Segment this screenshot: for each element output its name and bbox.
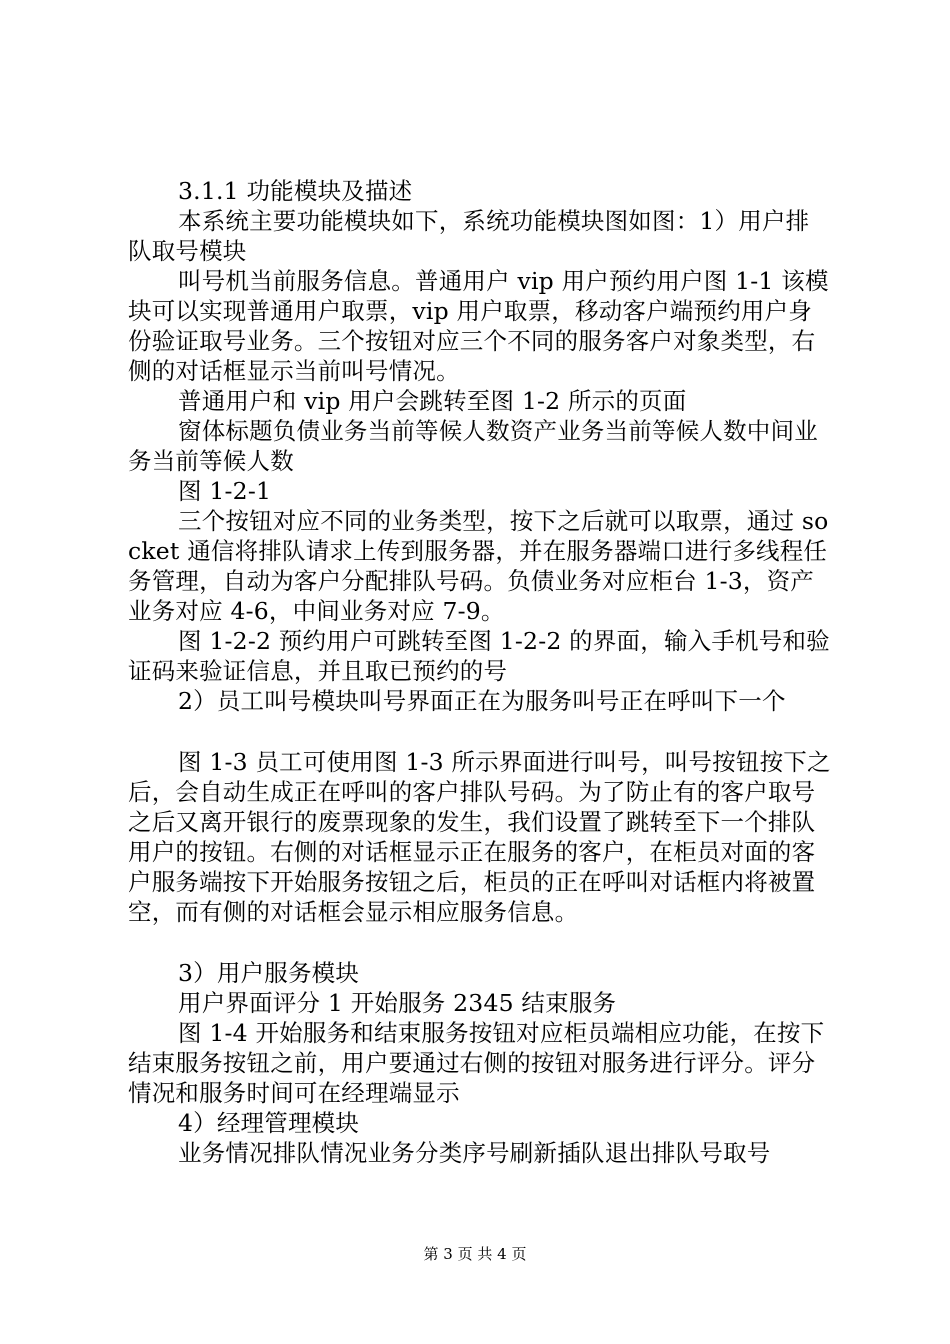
figure-caption: 图 1-2-1	[178, 477, 272, 505]
paragraph: 用户界面评分 1 开始服务 2345 结束服务	[178, 989, 617, 1017]
paragraph: 三个按钮对应不同的业务类型，按下之后就可以取票，通过 socket 通信将排队请求上传到服务器，并在服务器端口进行多线程任务管理，自动为客户分配排队号码。负债业务对应柜台 1-3，资产业务对应 4-6，中间业务对应 7-9。	[128, 507, 829, 625]
section-heading: 3.1.1 功能模块及描述	[178, 177, 413, 205]
subsection-heading: 4）经理管理模块	[178, 1109, 360, 1137]
subsection-heading: 2）员工叫号模块叫号界面正在为服务叫号正在呼叫下一个	[178, 687, 786, 715]
paragraph: 本系统主要功能模块如下，系统功能模块图如图：1）用户排队取号模块	[128, 207, 810, 265]
paragraph: 窗体标题负债业务当前等候人数资产业务当前等候人数中间业务当前等候人数	[128, 417, 818, 475]
paragraph: 图 1-3 员工可使用图 1-3 所示界面进行叫号，叫号按钮按下之后，会自动生成正在呼叫的客户排队号码。为了防止有的客户取号之后又离开银行的废票现象的发生，我们设置了跳转至下一个排队用户的按钮。右侧的对话框显示正在服务的客户，在柜员对面的客户服务端按下开始服务按钮之后，柜员的正在呼叫对话框内将被置空，而有侧的对话框会显示相应服务信息。	[128, 748, 831, 926]
document-body	[128, 176, 833, 1168]
blank-line	[128, 716, 833, 747]
paragraph: 叫号机当前服务信息。普通用户 vip 用户预约用户图 1-1 该模块可以实现普通用户取票，vip 用户取票，移动客户端预约用户身份验证取号业务。三个按钮对应三个不同的服务客户对象类型，右侧的对话框显示当前叫号情况。	[128, 267, 829, 385]
paragraph: 业务情况排队情况业务分类序号刷新插队退出排队号取号	[178, 1139, 771, 1167]
page-footer: 第 3 页 共 4 页	[423, 1245, 527, 1263]
paragraph: 图 1-2-2 预约用户可跳转至图 1-2-2 的界面，输入手机号和验证码来验证信息，并且取已预约的号	[128, 627, 830, 685]
paragraph: 图 1-4 开始服务和结束服务按钮对应柜员端相应功能，在按下结束服务按钮之前，用户要通过右侧的按钮对服务进行评分。评分情况和服务时间可在经理端显示	[128, 1019, 825, 1107]
paragraph: 普通用户和 vip 用户会跳转至图 1-2 所示的页面	[178, 387, 687, 415]
blank-line	[128, 927, 833, 958]
subsection-heading: 3）用户服务模块	[178, 959, 360, 987]
